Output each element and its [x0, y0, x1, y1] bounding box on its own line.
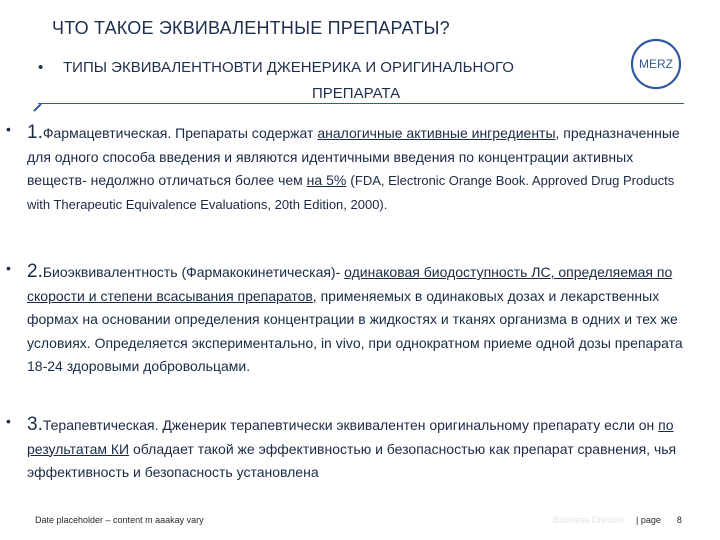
header-rule	[38, 103, 684, 104]
item-text: Препараты содержат	[171, 125, 318, 141]
item-type: Биоэквивалентность	[42, 264, 178, 280]
item-highlight: на 5%	[306, 172, 347, 188]
item-number: 2.	[27, 261, 43, 282]
header-rule-tick	[33, 103, 41, 111]
item-number: 1.	[27, 122, 43, 143]
item-number: 3.	[27, 414, 43, 435]
item-highlight: одинаковая биодоступность ЛС, определяемая по скорости и степени всасывания препаратов,	[27, 264, 673, 304]
page-number: 8	[676, 515, 682, 525]
footer-division: Business Division	[553, 515, 624, 525]
item-body	[27, 260, 687, 379]
footer-page	[636, 515, 682, 525]
item-text: обладает такой же эффективностью и безопасностью как препарат сравнения, чья эффективность и безопасность установлена	[27, 440, 677, 480]
item-text: (	[346, 172, 355, 188]
item-text: , предназначенные для одного способа введения и являются идентичными введения по концентрации активных веществ- недолжно отличаться более чем	[27, 125, 680, 188]
item-highlight: по результатам КИ	[27, 417, 674, 457]
item-text: применяемых в одинаковых дозах и лекарственных формах на основании определения концентрации в жидкостях и тканях организма в одних и тех же условиях. Определяется экспериментально, in vivo, при однократном приеме одной дозы препарата 18-24 здоровыми добровольцами.	[27, 287, 683, 374]
item-reference: FDA, Electronic Orange Book. Approved Drug Products with Therapeutic Equivalence Evaluations, 20th Edition, 2000).	[27, 173, 675, 212]
subtitle-line-2: ПРЕПАРАТА	[312, 85, 401, 102]
item-type: Терапевтическая.	[42, 417, 159, 433]
item-text: Дженерик терапевтически эквивалентен оригинальному препарату если он	[158, 417, 659, 433]
subtitle-line-1: ТИПЫ ЭКВИВАЛЕНТНОВТИ ДЖЕНЕРИКА И ОРИГИНАЛЬНОГО	[63, 59, 514, 76]
logo-text: MERZ	[639, 57, 673, 71]
bullet: •	[6, 413, 11, 429]
page-title: ЧТО ТАКОЕ ЭКВИВАЛЕНТНЫЕ ПРЕПАРАТЫ?	[52, 18, 450, 38]
footer-date-placeholder: Date placeholder – content m aaakay vary	[35, 515, 204, 525]
bullet: •	[6, 121, 11, 137]
item-type: Фармацевтическая.	[42, 125, 172, 141]
item-body	[27, 121, 687, 216]
page-label: | page	[636, 515, 661, 525]
item-highlight: аналогичные активные ингредиенты	[317, 125, 556, 141]
bullet: •	[38, 59, 44, 76]
merz-logo	[627, 35, 685, 93]
item-text: (Фармакокинетическая)-	[177, 264, 345, 280]
item-body	[27, 413, 687, 485]
bullet: •	[6, 260, 11, 276]
